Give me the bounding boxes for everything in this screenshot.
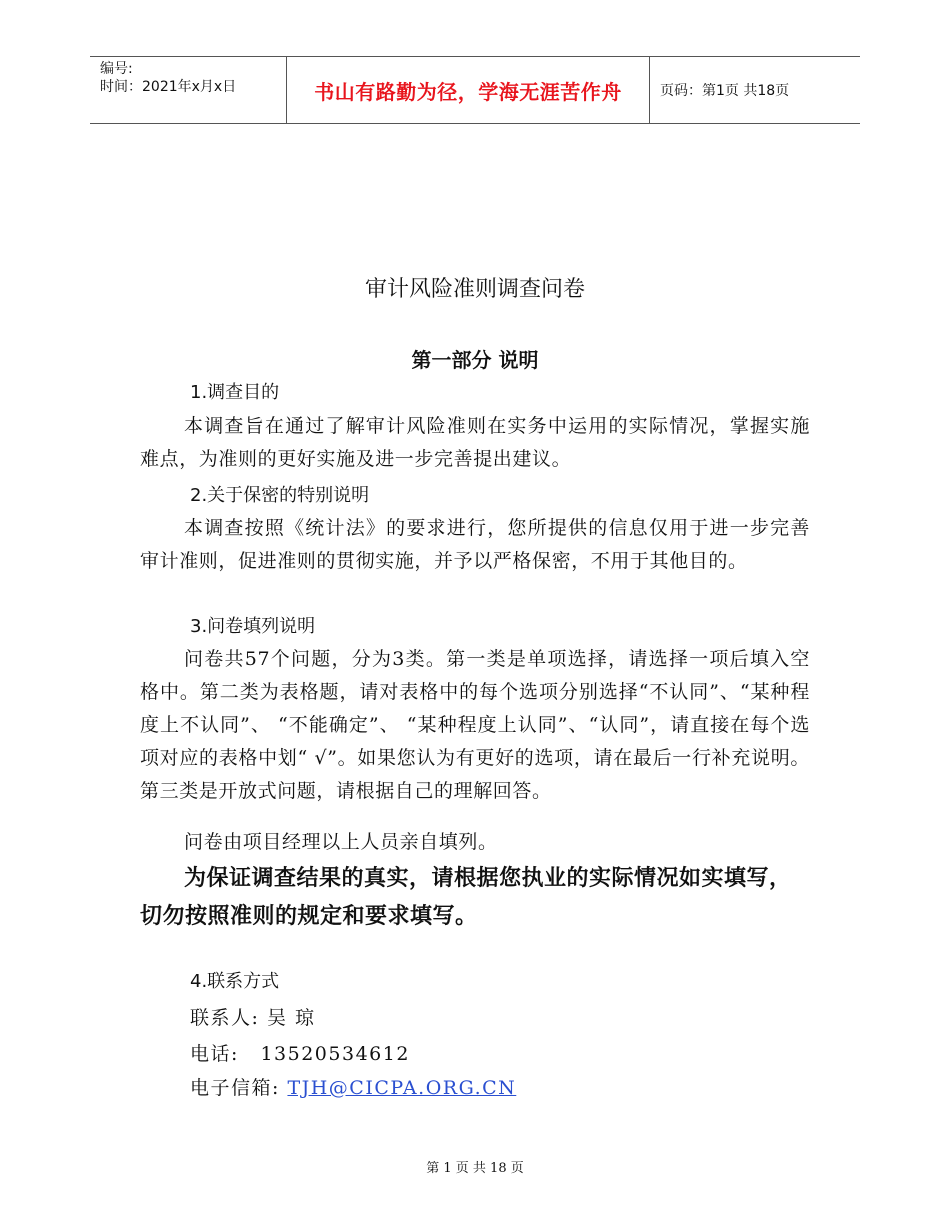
contact-phone-line xyxy=(190,1039,410,1066)
contact-email-line xyxy=(190,1073,516,1100)
header-meta xyxy=(90,57,287,123)
page-footer: 第 1 页 共 18 页 xyxy=(426,1161,524,1176)
section-heading-purpose: 1.调查目的 xyxy=(190,382,280,403)
emphasis-notice: 为保证调查结果的真实，请根据您执业的实际情况如实填写，切勿按照准则的规定和要求填写。 xyxy=(140,866,792,929)
contact-person: 联系人: 吴 琼 xyxy=(190,1007,316,1029)
email-link[interactable]: TJH@CICPA.ORG.CN xyxy=(287,1077,517,1099)
paragraph-purpose: 本调查旨在通过了解审计风险准则在实务中运用的实际情况，掌握实施难点，为准则的更好实施及进一步完善提出建议。 xyxy=(140,415,810,470)
section-heading-instructions: 3.问卷填列说明 xyxy=(190,616,316,637)
section-heading-contact: 4.联系方式 xyxy=(190,971,280,992)
email-label: 电子信箱: xyxy=(190,1077,280,1099)
paragraph-instructions-note: 问卷由项目经理以上人员亲自填列。 xyxy=(184,831,498,853)
document-title: 审计风险准则调查问卷 xyxy=(364,277,585,302)
part-title: 第一部分 说明 xyxy=(411,348,539,372)
phone-number: 13520534612 xyxy=(260,1043,410,1065)
header-page-info: 页码：第1页 共18页 xyxy=(660,83,790,99)
phone-label: 电话: xyxy=(190,1043,239,1065)
paragraph-instructions: 问卷共57个问题，分为3类。第一类是单项选择，请选择一项后填入空格中。第二类为表格题，请对表格中的每个选项分别选择“不认同”、“某种程度上不认同”、 “不能确定”、 “某种程度上认同”、“认同”，请直接在每个选项对应的表格中划“ √”。如果您认为有更好的选项，请在最后一行补充说明。第三类是开放式问题，请根据自己的理解回答。 xyxy=(140,648,810,802)
paragraph-confidentiality: 本调查按照《统计法》的要求进行，您所提供的信息仅用于进一步完善审计准则，促进准则的贯彻实施，并予以严格保密，不用于其他目的。 xyxy=(140,517,810,572)
document-time: 时间：2021年x月x日 xyxy=(100,79,237,95)
page-header xyxy=(90,56,860,124)
document-number-label: 编号: xyxy=(100,61,133,77)
section-heading-confidentiality: 2.关于保密的特别说明 xyxy=(190,485,370,506)
header-motto: 书山有路勤为径，学海无涯苦作舟 xyxy=(287,57,650,123)
